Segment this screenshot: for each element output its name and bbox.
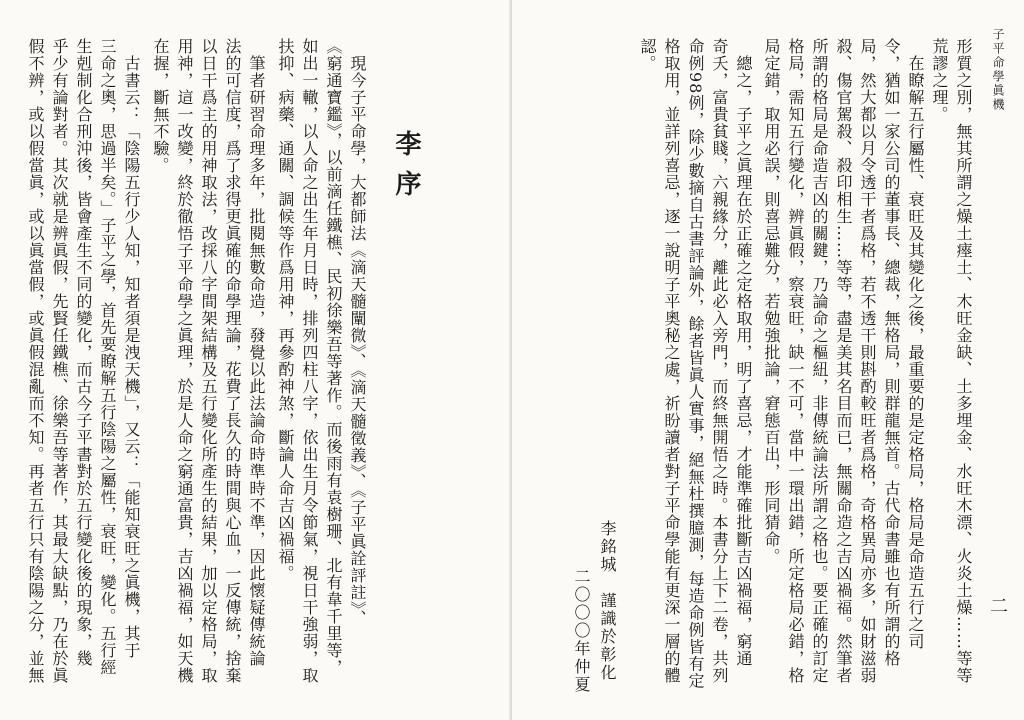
left-column: 生剋制化合刑沖後，皆會產生不同的變化，而古今子平書對於五行變化後的現象，幾 (74, 38, 93, 667)
signature-author: 李銘城 謹識於彰化 (598, 520, 617, 682)
right-column: 總之，子平之眞理在於正確之定格取用，明了喜忌，才能準確批斷吉凶禍福，窮通 (734, 38, 753, 667)
right-column: 令，猶如一家公司的董事長、總裁，無格局，則群龍無首。古代命書雖也有所謂的格 (882, 38, 901, 667)
right-column: 認。 (638, 38, 657, 72)
left-column: 扶抑、病藥、通關、調候等作爲用神，再參酌神煞，斷論人命吉凶禍福。 (276, 38, 295, 582)
left-column: 法的可信度，爲了求得更眞確的命學理論，花費了長久的時間與心血，一反傳統，捨棄 (223, 38, 242, 684)
running-head: 子平命學眞機 (991, 28, 1005, 112)
right-column: 命例98例，除少數摘自古書評論外，餘者皆眞人實事，絕無杜撰臆測，每造命例皆有定 (686, 38, 705, 690)
right-column: 所謂的格局是命造吉凶的關鍵，乃論命之樞紐，非傳統論法所謂之格也。要正確的訂定 (810, 38, 829, 684)
signature-date: 二〇〇〇年仲夏 (572, 568, 591, 694)
left-column: 筆者研習命理多年，批閱無數命造，發覺以此法論命時準時不準，因此懷疑傳統論 (247, 38, 266, 667)
right-column: 殺、傷官駕殺、殺印相生……等等，盡是美其名目而已，無關命造之吉凶禍福。然筆者 (834, 38, 853, 684)
left-column: 古書云：「陰陽五行少人知，知者須是洩天機」，又云：「能知衰旺之眞機，其于 (122, 38, 141, 659)
left-column: 用神，這一改變，終於徹悟子平命學之眞理，於是人命之窮通富貴，吉凶禍福，如天機 (175, 38, 194, 684)
right-column: 格取用，並詳列喜忌，逐一說明子平奧秘之處，祈盼讀者對子平命學能有更深一層的體 (662, 38, 681, 684)
right-column: 在瞭解五行屬性、衰旺及其變化之後，最重要的是定格局，格局是命造五行之司 (906, 38, 925, 650)
preface-title: 李序 (391, 130, 421, 210)
right-column: 荒謬之理。 (930, 38, 949, 123)
left-column: 乎少有論對者。其次就是辨眞假，先賢任鐵樵、徐樂吾等著作，其最大缺點，乃在於眞 (50, 38, 69, 684)
right-column: 格局，需知五行變化，辨眞假，察衰旺，缺一不可，當中一環出錯，所定格局必錯，格 (786, 38, 805, 684)
right-column: 局定錯，取用必誤，則喜忌難分，若勉強批論，窘態百出，形同猜命。 (762, 38, 781, 565)
right-column: 奇夭，富貴貧賤，六親緣分，離此必入旁門，而終無開悟之時。本書分上下二卷，共列 (710, 38, 729, 684)
left-column: 《窮通寶鑑》，以前滴任鐵樵、民初徐樂吾等著作。而後雨有袁樹珊、北有韋千里等， (324, 38, 343, 676)
right-column: 形質之別，無其所謂之燥土瘞土、木旺金缺、土多埋金、水旺木漂、火炎土燥……等等 (954, 38, 973, 684)
right-page (512, 0, 1024, 720)
left-column: 現今子平命學，大都師法《滴天髓闡微》、《滴天髓徵義》、《子平眞詮評註》、 (348, 38, 367, 627)
left-column: 如出一轍，以人命之出生年月日時，排列四柱八字，依出生月令節氣，視日干強弱，取 (300, 38, 319, 684)
left-column: 三命之奧，思過半矣。」子平之學，首先要瞭解五行陰陽之屬性，衰旺，變化。五行經 (98, 38, 117, 676)
left-column: 在握，斷無不驗。 (151, 38, 170, 174)
left-column: 以日干爲主的用神取法，改採八字間架結構及五行變化所產生的結果，加以定格局，取 (199, 38, 218, 684)
left-column: 假不辨，或以假當眞，或以眞當假，或眞假混亂而不知。再者五行只有陰陽之分，並無 (26, 38, 45, 684)
page-number: 二 (990, 596, 1008, 617)
right-column: 局，然大都以月令透干者爲格，若不透干則斟酌較旺者爲格，奇格異局亦多，如財滋弱 (858, 38, 877, 684)
